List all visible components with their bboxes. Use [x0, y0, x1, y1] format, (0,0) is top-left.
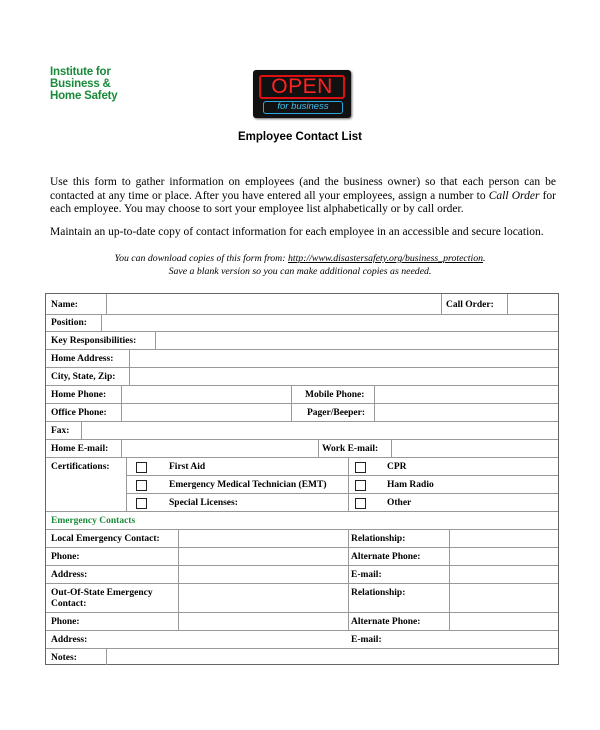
local-address-field[interactable] [179, 566, 347, 582]
intro-paragraph-1 [50, 176, 556, 217]
work-email-label: Work E-mail: [322, 444, 379, 454]
download-note [0, 252, 600, 278]
intro-p1-call-order: Call Order [488, 189, 540, 202]
download-text: You can download copies of this form from: [114, 253, 288, 264]
oos-phone-label: Phone: [51, 617, 80, 627]
emergency-contacts-heading: Emergency Contacts [51, 516, 136, 526]
oos-alt-phone-label: Alternate Phone: [351, 617, 421, 627]
notes-field[interactable] [107, 649, 556, 665]
col-divider [291, 385, 292, 421]
home-phone-label: Home Phone: [51, 390, 107, 400]
other-label: Other [387, 498, 412, 508]
oos-label-line-1: Out-Of-State Emergency [51, 588, 153, 598]
col-divider [348, 529, 349, 630]
notes-label: Notes: [51, 653, 77, 663]
oos-label-line-2: Contact: [51, 599, 87, 609]
local-email-field[interactable] [450, 566, 556, 582]
local-phone-label: Phone: [51, 552, 80, 562]
call-order-label: Call Order: [446, 300, 494, 310]
local-phone-field[interactable] [179, 548, 347, 564]
row-divider [46, 457, 558, 458]
city-state-zip-field[interactable] [130, 368, 556, 384]
local-contact-field[interactable] [179, 530, 347, 546]
key-responsibilities-field[interactable] [156, 332, 556, 348]
oos-email-label: E-mail: [351, 635, 382, 645]
mobile-phone-field[interactable] [375, 386, 556, 402]
home-phone-field[interactable] [122, 386, 290, 402]
local-relationship-label: Relationship: [351, 534, 406, 544]
local-alt-phone-label: Alternate Phone: [351, 552, 421, 562]
download-line-2: Save a blank version so you can make additional copies as needed. [168, 266, 432, 277]
emt-checkbox[interactable] [136, 480, 147, 491]
home-address-label: Home Address: [51, 354, 114, 364]
download-link[interactable]: http://www.disastersafety.org/business_protection [287, 253, 484, 264]
office-phone-label: Office Phone: [51, 408, 107, 418]
logo-line-3: Home Safety [50, 90, 118, 102]
oos-phone-field[interactable] [179, 613, 347, 629]
oos-address-field[interactable] [179, 631, 347, 647]
sign-open-text: OPEN [259, 75, 345, 99]
download-period: . [483, 253, 486, 264]
certifications-label: Certifications: [51, 462, 110, 472]
col-divider [126, 457, 127, 511]
fax-field[interactable] [82, 422, 556, 438]
work-email-field[interactable] [392, 440, 556, 456]
other-field[interactable] [416, 494, 556, 510]
oos-contact-field[interactable] [179, 584, 347, 611]
call-order-field[interactable] [508, 296, 556, 312]
city-state-zip-label: City, State, Zip: [51, 372, 116, 382]
col-divider [441, 294, 442, 314]
cpr-label: CPR [387, 462, 407, 472]
special-licenses-field[interactable] [271, 494, 347, 510]
home-address-field[interactable] [130, 350, 556, 366]
first-aid-checkbox[interactable] [136, 462, 147, 473]
row-divider [46, 511, 558, 512]
ham-radio-label: Ham Radio [387, 480, 434, 490]
local-address-label: Address: [51, 570, 88, 580]
cpr-checkbox[interactable] [355, 462, 366, 473]
emt-label: Emergency Medical Technician (EMT) [169, 480, 327, 490]
oos-email-field[interactable] [450, 631, 556, 647]
employee-contact-form [45, 293, 559, 665]
pager-label: Pager/Beeper: [307, 408, 366, 418]
home-email-label: Home E-mail: [51, 444, 109, 454]
logo-line-1: Institute for [50, 66, 111, 78]
intro-paragraph-2: Maintain an up-to-date copy of contact information for each employee in an accessible and secure location. [50, 226, 544, 238]
name-field[interactable] [107, 296, 440, 312]
fax-label: Fax: [51, 426, 70, 436]
col-divider [348, 457, 349, 511]
open-for-business-sign [253, 70, 351, 118]
name-label: Name: [51, 300, 78, 310]
local-relationship-field[interactable] [450, 530, 556, 546]
intro-p1-text-b: for each employee. You may choose to sort your employee list alphabetically or by call order. [50, 189, 556, 215]
pager-field[interactable] [375, 404, 556, 420]
mobile-phone-label: Mobile Phone: [305, 390, 365, 400]
sign-subtext: for business [263, 101, 343, 114]
oos-address-label: Address: [51, 635, 88, 645]
oos-relationship-label: Relationship: [351, 588, 406, 598]
intro-p1-text-a: Use this form to gather information on employees (and the business owner) so that each person can be contacted at any time or place. After you have entered all your employees, assign a number to [50, 176, 556, 202]
special-licenses-label: Special Licenses: [169, 498, 238, 508]
position-label: Position: [51, 318, 87, 328]
oos-alt-phone-field[interactable] [450, 613, 556, 629]
position-field[interactable] [102, 315, 556, 331]
oos-relationship-field[interactable] [450, 584, 556, 611]
local-alt-phone-field[interactable] [450, 548, 556, 564]
ham-radio-checkbox[interactable] [355, 480, 366, 491]
ibhs-logo [50, 66, 117, 102]
logo-line-2: Business & [50, 78, 111, 90]
other-checkbox[interactable] [355, 498, 366, 509]
key-responsibilities-label: Key Responsibilities: [51, 336, 137, 346]
oos-contact-label [51, 588, 153, 610]
special-licenses-checkbox[interactable] [136, 498, 147, 509]
office-phone-field[interactable] [122, 404, 290, 420]
page-title: Employee Contact List [238, 131, 362, 143]
local-contact-label: Local Emergency Contact: [51, 534, 160, 544]
row-divider [126, 475, 558, 476]
home-email-field[interactable] [122, 440, 317, 456]
first-aid-label: First Aid [169, 462, 206, 472]
col-divider [318, 439, 319, 457]
local-email-label: E-mail: [351, 570, 382, 580]
